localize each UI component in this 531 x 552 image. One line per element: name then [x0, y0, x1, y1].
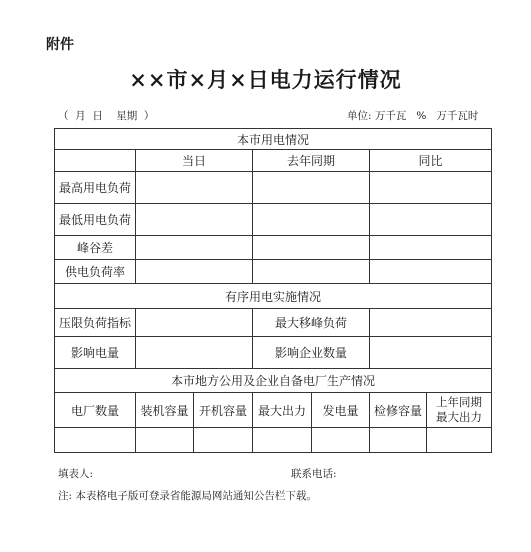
cell-affected-power[interactable]	[136, 337, 253, 369]
cell-load-rate-today[interactable]	[136, 260, 253, 284]
row-label-min-load: 最低用电负荷	[55, 204, 136, 236]
unit-line: 单位: 万千瓦 % 万千瓦时	[347, 110, 479, 122]
section-title-orderly-power: 有序用电实施情况	[55, 284, 492, 309]
cell-max-load-today[interactable]	[136, 172, 253, 204]
corner-cell	[55, 150, 136, 172]
report-table	[54, 128, 492, 453]
col-header-last-year: 去年同期	[253, 150, 370, 172]
cell-max-load-yoy[interactable]	[370, 172, 492, 204]
cell-peak-valley-last-year[interactable]	[253, 236, 370, 260]
col-header-last-year-max-output	[427, 393, 492, 428]
download-note: 注: 本表格电子版可登录省能源局网站通知公告栏下载。	[58, 490, 317, 502]
page-title: ××市×月×日电力运行情况	[129, 67, 402, 92]
row-label-max-load: 最高用电负荷	[55, 172, 136, 204]
table-row	[55, 236, 492, 260]
cell-generation[interactable]	[312, 428, 370, 453]
label-affected-companies: 影响企业数量	[253, 337, 370, 369]
contact-label: 联系电话:	[291, 468, 337, 480]
col-header-max-output: 最大出力	[253, 393, 312, 428]
col-header-maintenance-capacity: 检修容量	[370, 393, 427, 428]
cell-load-rate-yoy[interactable]	[370, 260, 492, 284]
attachment-label: 附件	[46, 37, 74, 53]
cell-max-shift-load[interactable]	[370, 309, 492, 337]
header-line: 最大出力	[436, 410, 483, 424]
cell-limit-load[interactable]	[136, 309, 253, 337]
label-affected-power: 影响电量	[55, 337, 136, 369]
filler-label: 填表人:	[58, 468, 94, 480]
cell-peak-valley-today[interactable]	[136, 236, 253, 260]
row-label-load-rate: 供电负荷率	[55, 260, 136, 284]
table-row	[55, 337, 492, 369]
col-header-online-capacity: 开机容量	[194, 393, 253, 428]
label-max-shift-load: 最大移峰负荷	[253, 309, 370, 337]
cell-max-load-last-year[interactable]	[253, 172, 370, 204]
col-header-installed-capacity: 装机容量	[136, 393, 194, 428]
table-row	[55, 260, 492, 284]
header-line: 上年同期	[436, 395, 483, 409]
table-row	[55, 204, 492, 236]
date-line: （ 月 日 星期 ）	[58, 110, 155, 122]
section-header-row	[55, 284, 492, 309]
cell-installed-capacity[interactable]	[136, 428, 194, 453]
cell-peak-valley-yoy[interactable]	[370, 236, 492, 260]
cell-affected-companies[interactable]	[370, 337, 492, 369]
table-row	[55, 309, 492, 337]
column-header-row	[55, 393, 492, 428]
col-header-today: 当日	[136, 150, 253, 172]
cell-max-output[interactable]	[253, 428, 312, 453]
section-header-row	[55, 369, 492, 393]
col-header-generation: 发电量	[312, 393, 370, 428]
cell-min-load-last-year[interactable]	[253, 204, 370, 236]
col-header-plant-count: 电厂数量	[55, 393, 136, 428]
table-row	[55, 428, 492, 453]
cell-last-year-max-output[interactable]	[427, 428, 492, 453]
cell-online-capacity[interactable]	[194, 428, 253, 453]
cell-plant-count[interactable]	[55, 428, 136, 453]
table-row	[55, 172, 492, 204]
cell-min-load-today[interactable]	[136, 204, 253, 236]
section-title-power-plants: 本市地方公用及企业自备电厂生产情况	[55, 369, 492, 393]
section-title-city-usage: 本市用电情况	[55, 129, 492, 150]
section-header-row	[55, 129, 492, 150]
cell-load-rate-last-year[interactable]	[253, 260, 370, 284]
cell-min-load-yoy[interactable]	[370, 204, 492, 236]
row-label-peak-valley: 峰谷差	[55, 236, 136, 260]
label-limit-load: 压限负荷指标	[55, 309, 136, 337]
column-header-row	[55, 150, 492, 172]
cell-maintenance-capacity[interactable]	[370, 428, 427, 453]
col-header-yoy: 同比	[370, 150, 492, 172]
